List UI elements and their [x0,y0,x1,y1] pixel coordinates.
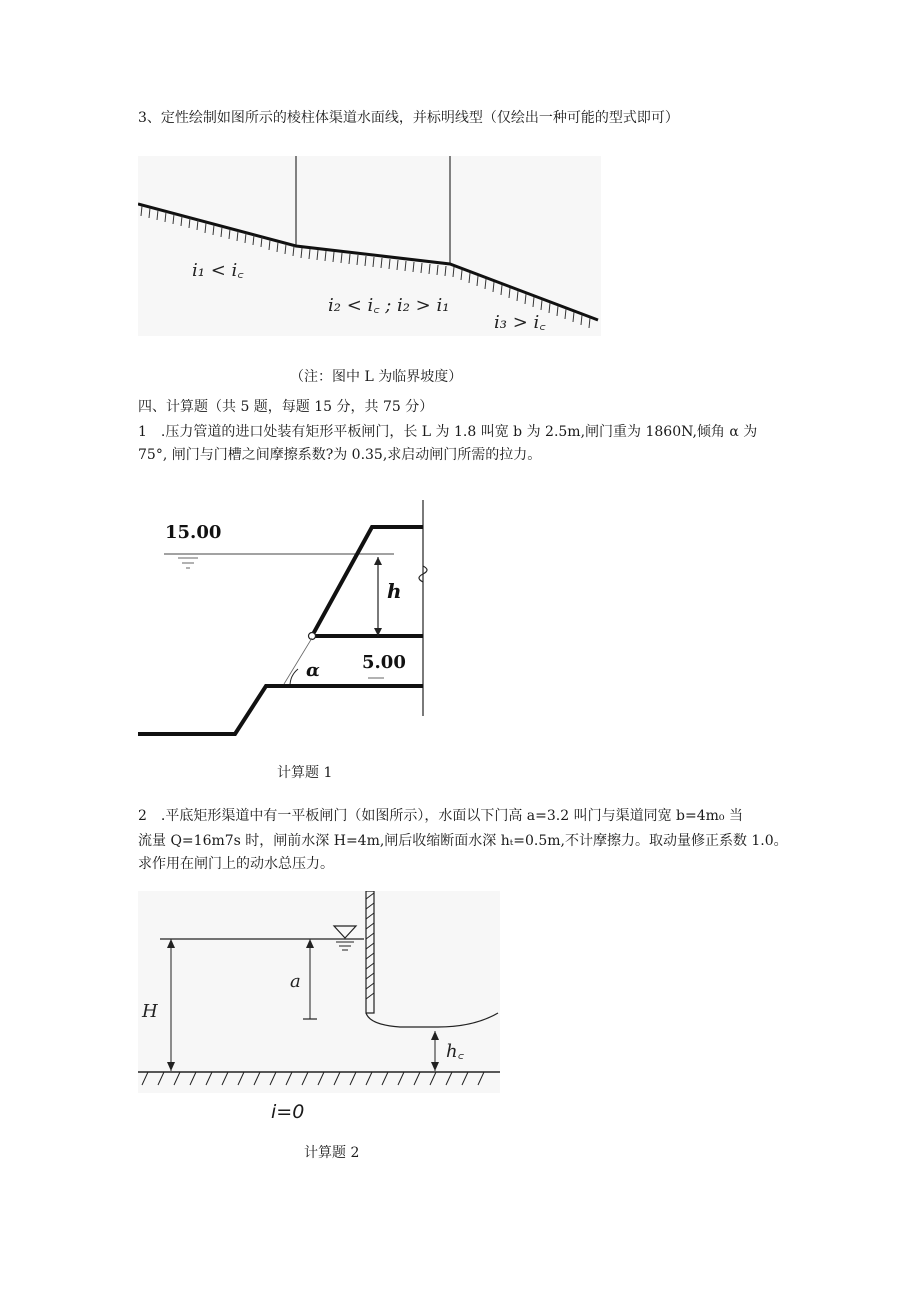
problem-1-line-1: 1 .压力管道的进口处装有矩形平板闸门，长 L 为 1.8 叫宽 b 为 2.5m,闸门重为 1860N,倾角 α 为 [138,424,758,440]
downstream-water-surface [366,1013,498,1027]
section-heading: 四、计算题（共 5 题，每题 15 分，共 75 分） [138,399,434,415]
hc-label: h꜀ [446,1041,464,1062]
gate-figure-2 [138,891,500,1093]
problem-1-line-2: 75°, 闸门与门槽之间摩擦系数?为 0.35,求启动闸门所需的拉力。 [138,447,542,463]
question-3-heading: 3、定性绘制如图所示的棱柱体渠道水面线，并标明线型（仅绘出一种可能的型式即可） [138,110,679,126]
H-label: H [142,1001,158,1022]
reach1-slope-label: i₁ < i꜀ [192,260,244,281]
figure-1-caption: 计算题 1 [277,765,333,781]
figure-2-caption: 计算题 2 [304,1145,360,1161]
slope-label: i=0 [271,1101,305,1123]
problem-2-line-1: 2 .平底矩形渠道中有一平板闸门（如图所示），水面以下门高 a=3.2 叫门与渠道同宽 b=4m₀ 当 [138,808,743,824]
bed-hatching-2 [142,1072,484,1085]
a-label: a [290,971,301,992]
reach2-slope-label: i₂ < i꜀ ; i₂ > i₁ [328,295,450,316]
reach3-slope-label: i₃ > i꜀ [494,312,546,333]
problem-2-line-3: 求作用在闸门上的动水总压力。 [138,856,334,872]
sluice-gate [366,891,374,1013]
elevation-bottom-label: 5.00 [362,652,406,673]
figure-note: （注：图中 L 为临界坡度） [290,369,463,385]
gate-figure-1 [138,500,433,738]
elevation-top-label: 15.00 [165,522,222,543]
channel-profile-figure [138,156,601,336]
alpha-label: α [306,660,320,681]
pipe-lower-wall [138,686,423,734]
water-level-symbol [334,926,356,938]
pipe-upper-wall [312,527,423,636]
problem-2-line-2: 流量 Q=16m7s 时，闸前水深 H=4m,闸后收缩断面水深 hₜ=0.5m,不计摩擦力。取动量修正系数 1.0。 [138,833,788,849]
h-label: h [387,579,402,603]
